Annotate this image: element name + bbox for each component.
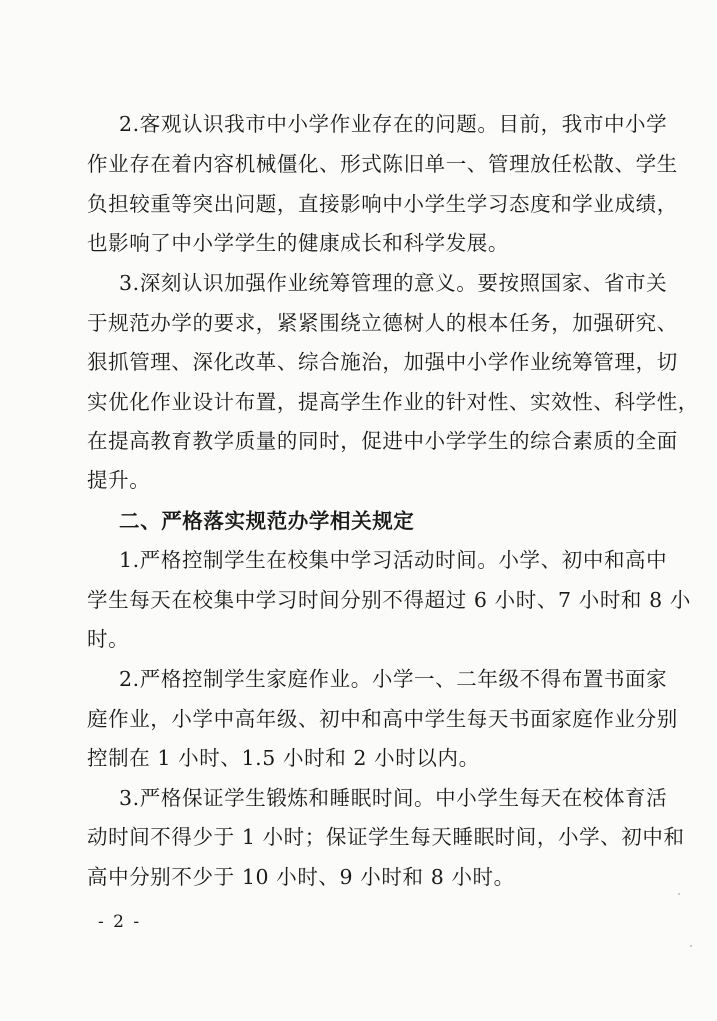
paragraph-line: 3.深刻认识加强作业统筹管理的意义。要按照国家、省市关 [119,271,668,295]
section-heading: 二、严格落实规范办学相关规定 [119,509,415,533]
paragraph-line: 提升。 [87,468,151,492]
paragraph-line: 作业存在着内容机械僵化、形式陈旧单一、管理放任松散、学生 [87,152,678,176]
scan-speck [690,945,692,947]
paragraph-line: 时。 [87,627,130,651]
paragraph-line: 3.严格保证学生锻炼和睡眠时间。中小学生每天在校体育活 [119,786,668,810]
paragraph-line: 狠抓管理、深化改革、综合施治，加强中小学作业统筹管理，切 [87,350,678,374]
paragraph-line: 控制在 1 小时、1.5 小时和 2 小时以内。 [87,746,480,770]
paragraph-line: 实优化作业设计布置，提高学生作业的针对性、实效性、科学性， [87,390,699,414]
paragraph-line: 庭作业，小学中高年级、初中和高中学生每天书面家庭作业分别 [87,707,678,731]
page-number: - 2 - [98,912,142,932]
scan-speck [678,893,680,895]
paragraph-line: 2.客观认识我市中小学作业存在的问题。目前，我市中小学 [119,112,668,136]
paragraph-line: 在提高教育教学质量的同时，促进中小学学生的综合素质的全面 [87,429,678,453]
paragraph-line: 2.严格控制学生家庭作业。小学一、二年级不得布置书面家 [119,667,668,691]
paragraph-line: 动时间不得少于 1 小时；保证学生每天睡眠时间，小学、初中和 [87,825,685,849]
paragraph-line: 1.严格控制学生在校集中学习活动时间。小学、初中和高中 [119,548,668,572]
paragraph-line: 高中分别不少于 10 小时、9 小时和 8 小时。 [87,865,515,889]
paragraph-line: 于规范办学的要求，紧紧围绕立德树人的根本任务，加强研究、 [87,311,678,335]
paragraph-line: 也影响了中小学学生的健康成长和科学发展。 [87,231,509,255]
paragraph-line: 学生每天在校集中学习时间分别不得超过 6 小时、7 小时和 8 小 [87,588,692,612]
paragraph-line: 负担较重等突出问题，直接影响中小学生学习态度和学业成绩， [87,192,678,216]
